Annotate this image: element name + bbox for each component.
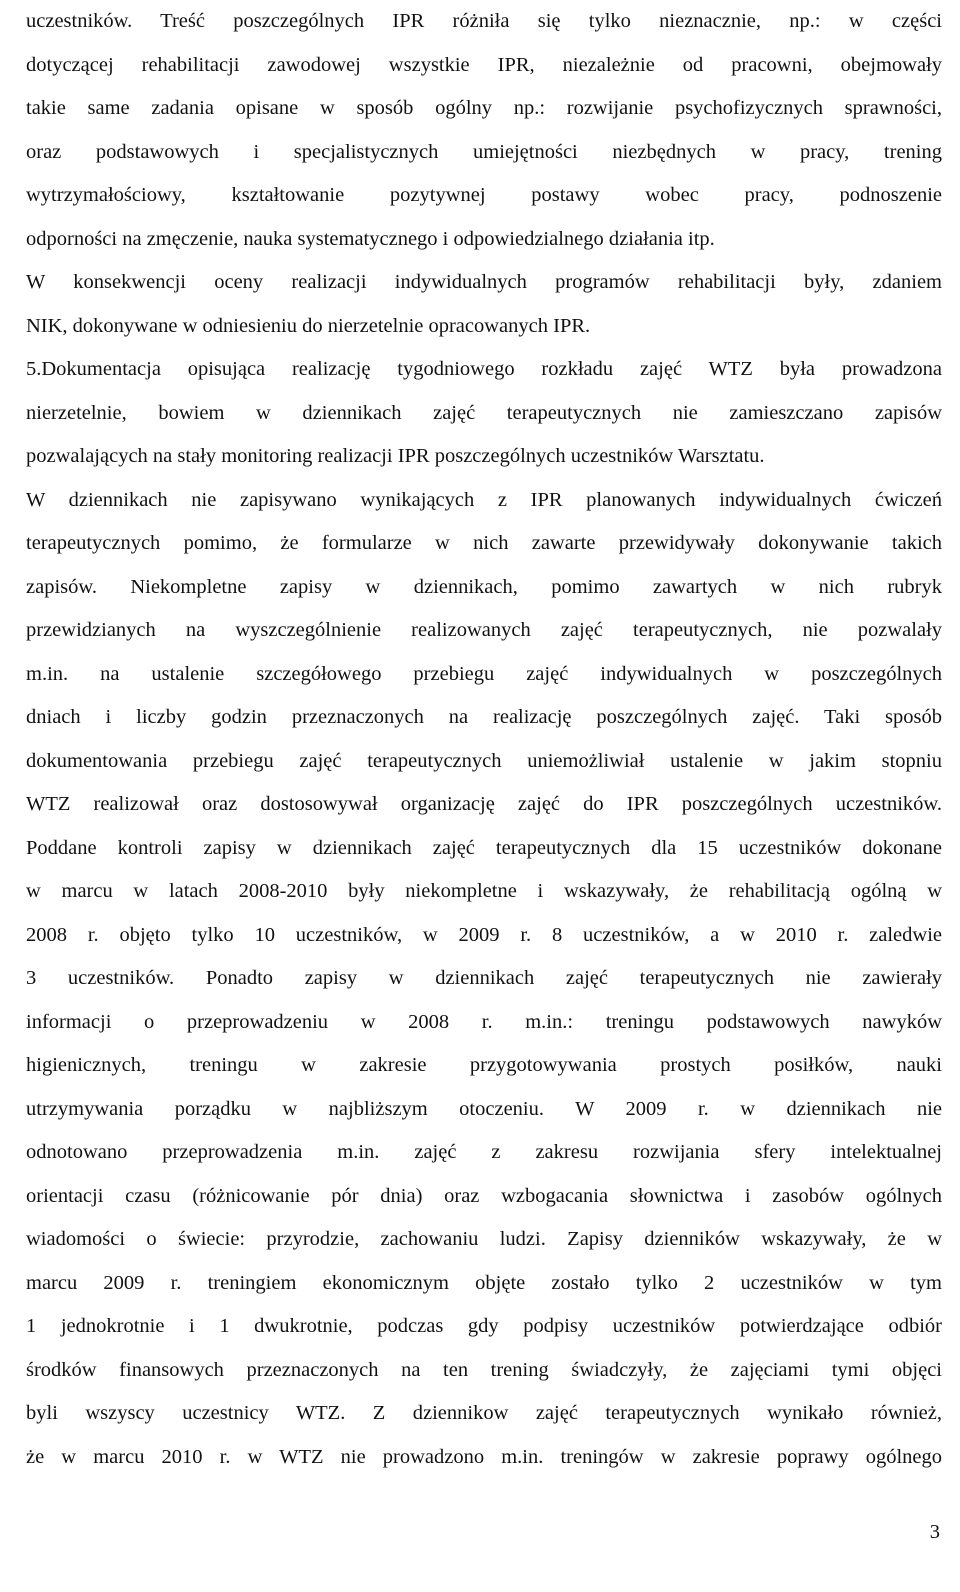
page-number: 3: [929, 1521, 940, 1543]
text-line: 2008 r. objęto tylko 10 uczestników, w 2009 r. 8 uczestników, a w 2010 r. zaledwie: [26, 923, 942, 946]
text-line: marcu 2009 r. treningiem ekonomicznym objęte zostało tylko 2 uczestników w tym: [26, 1271, 942, 1294]
text-line: wiadomości o świecie: przyrodzie, zachowaniu ludzi. Zapisy dzienników wskazywały, że w: [26, 1228, 942, 1250]
text-line: W konsekwencji oceny realizacji indywidualnych programów rehabilitacji były, zdaniem: [26, 271, 942, 293]
text-line: odporności na zmęczenie, nauka systematycznego i odpowiedzialnego działania itp.: [26, 227, 715, 250]
text-line: w marcu w latach 2008-2010 były niekompletne i wskazywały, że rehabilitacją ogólną w: [26, 880, 942, 902]
text-line: dokumentowania przebiegu zajęć terapeutycznych uniemożliwiał ustalenie w jakim stopniu: [26, 749, 942, 772]
text-line: odnotowano przeprowadzenia m.in. zajęć z zakresu rozwijania sfery intelektualnej: [26, 1141, 942, 1163]
text-line: byli wszyscy uczestnicy WTZ. Z dziennikow zajęć terapeutycznych wynikało również,: [26, 1402, 942, 1424]
text-line: WTZ realizował oraz dostosowywał organizację zajęć do IPR poszczególnych uczestników.: [26, 793, 942, 815]
text-line: 5.Dokumentacja opisująca realizację tygodniowego rozkładu zajęć WTZ była prowadzona: [26, 358, 942, 380]
text-line: dniach i liczby godzin przeznaczonych na realizację poszczególnych zajęć. Taki sposób: [26, 706, 942, 728]
text-line: przewidzianych na wyszczególnienie realizowanych zajęć terapeutycznych, nie pozwalały: [26, 619, 942, 641]
text-line: terapeutycznych pomimo, że formularze w nich zawarte przewidywały dokonywanie takich: [26, 532, 942, 554]
text-line: m.in. na ustalenie szczegółowego przebiegu zajęć indywidualnych w poszczególnych: [26, 662, 942, 685]
document-page: [26, 0, 942, 1479]
text-line: że w marcu 2010 r. w WTZ nie prowadzono m.in. treningów w zakresie poprawy ogólnego: [26, 1445, 942, 1468]
text-line: dotyczącej rehabilitacji zawodowej wszystkie IPR, niezależnie od pracowni, obejmowały: [26, 53, 942, 76]
text-line: NIK, dokonywane w odniesieniu do nierzetelnie opracowanych IPR.: [26, 314, 591, 337]
text-line: informacji o przeprowadzeniu w 2008 r. m.in.: treningu podstawowych nawyków: [26, 1010, 942, 1033]
text-line: W dziennikach nie zapisywano wynikających z IPR planowanych indywidualnych ćwiczeń: [26, 488, 942, 511]
text-line: takie same zadania opisane w sposób ogólny np.: rozwijanie psychofizycznych sprawności,: [26, 97, 942, 119]
text-line: uczestników. Treść poszczególnych IPR różniła się tylko nieznacznie, np.: w części: [26, 10, 942, 32]
text-line: nierzetelnie, bowiem w dziennikach zajęć terapeutycznych nie zamieszczano zapisów: [26, 401, 942, 424]
text-line: 3 uczestników. Ponadto zapisy w dziennikach zajęć terapeutycznych nie zawierały: [26, 967, 942, 989]
text-line: Poddane kontroli zapisy w dziennikach zajęć terapeutycznych dla 15 uczestników dokonane: [26, 836, 942, 859]
text-line: utrzymywania porządku w najbliższym otoczeniu. W 2009 r. w dziennikach nie: [26, 1097, 942, 1120]
text-line: oraz podstawowych i specjalistycznych umiejętności niezbędnych w pracy, trening: [26, 140, 942, 163]
text-line: pozwalających na stały monitoring realizacji IPR poszczególnych uczestników Warsztatu.: [26, 445, 765, 467]
text-line: 1 jednokrotnie i 1 dwukrotnie, podczas gdy podpisy uczestników potwierdzające odbiór: [26, 1315, 942, 1337]
text-line: wytrzymałościowy, kształtowanie pozytywnej postawy wobec pracy, podnoszenie: [26, 184, 942, 206]
text-line: higienicznych, treningu w zakresie przygotowywania prostych posiłków, nauki: [26, 1054, 942, 1076]
body-text: [26, 0, 942, 1479]
text-line: zapisów. Niekompletne zapisy w dziennikach, pomimo zawartych w nich rubryk: [26, 575, 942, 598]
text-line: środków finansowych przeznaczonych na ten trening świadczyły, że zajęciami tymi objęci: [26, 1358, 942, 1381]
text-line: orientacji czasu (różnicowanie pór dnia) oraz wzbogacania słownictwa i zasobów ogólnych: [26, 1184, 942, 1207]
